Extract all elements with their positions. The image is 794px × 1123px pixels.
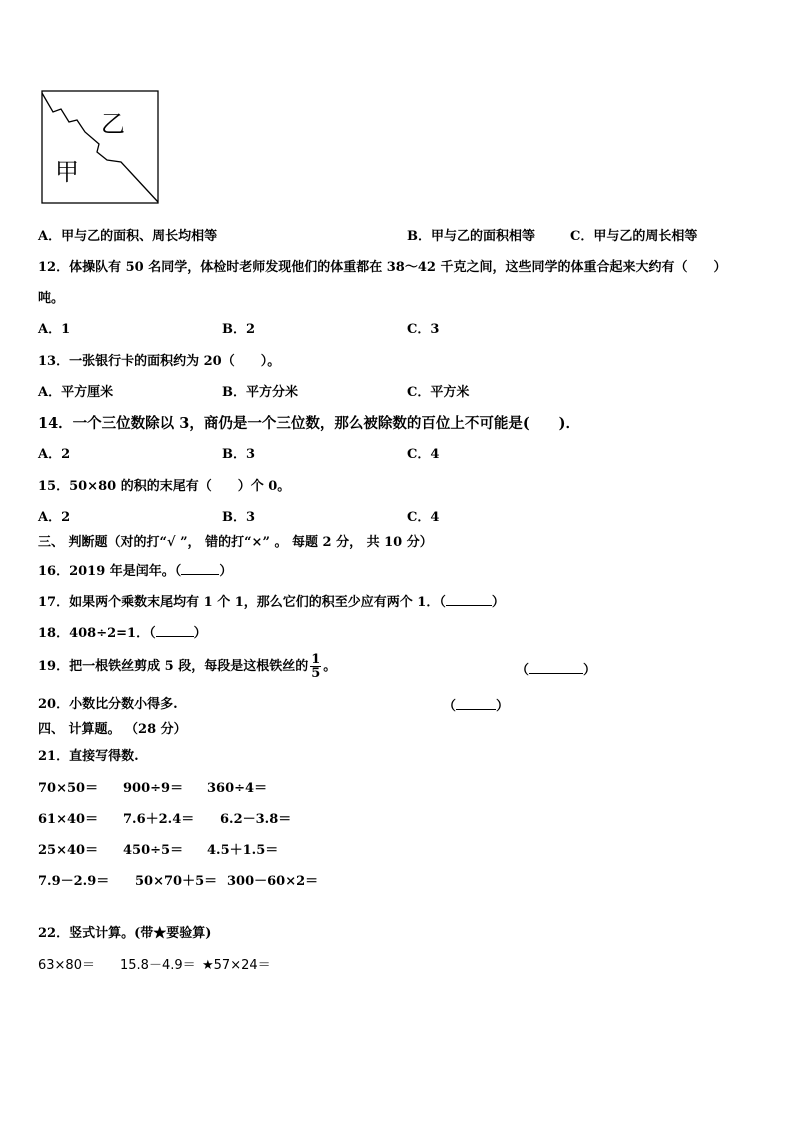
- q20-open: （: [443, 699, 457, 714]
- q12-option-b[interactable]: B．2: [222, 322, 256, 337]
- q21-row-2-col-3: 6.2－3.8＝: [220, 812, 292, 827]
- q21-row-1-col-1: 70×50＝: [38, 781, 99, 796]
- q21-row-2-col-2: 7.6＋2.4＝: [123, 812, 195, 827]
- q19-answer: [516, 661, 596, 679]
- q22-item-2: 15.8－4.9＝: [120, 958, 196, 973]
- q21-row-4-col-1: 7.9－2.9＝: [38, 874, 110, 889]
- section-4-heading: 四、 计算题。 （28 分）: [38, 722, 187, 737]
- q21-row-3-col-1: 25×40＝: [38, 843, 99, 858]
- q16-answer-blank[interactable]: [181, 562, 219, 575]
- q22-item-1: 63×80＝: [38, 958, 95, 973]
- q15-option-c[interactable]: C．4: [407, 510, 440, 525]
- q14-option-c[interactable]: C．4: [407, 447, 440, 462]
- q19-text: 19．把一根铁丝剪成 5 段，每段是这根铁丝的: [38, 659, 309, 674]
- q21-row-3-col-2: 450÷5＝: [123, 843, 184, 858]
- q20-answer: [443, 697, 509, 715]
- q14-option-a[interactable]: A．2: [38, 447, 71, 462]
- area-figure: [41, 90, 161, 205]
- q21-title: 21．直接写得数.: [38, 749, 139, 764]
- q16-text: 16．2019 年是闰年。（: [38, 564, 182, 579]
- q13-option-b[interactable]: B．平方分米: [222, 385, 298, 400]
- q19-end: 。: [323, 659, 337, 674]
- q21-row-1-col-2: 900÷9＝: [123, 781, 184, 796]
- section-3-heading: 三、 判断题（对的打“√ ”， 错的打“×” 。 每题 2 分， 共 10 分）: [38, 535, 433, 550]
- q15-option-a[interactable]: A．2: [38, 510, 71, 525]
- q17-text: 17．如果两个乘数末尾均有 1 个 1，那么它们的积至少应有两个 1．（: [38, 595, 446, 610]
- q12-question-cont: 吨。: [38, 291, 65, 306]
- q14-question: 14．一个三位数除以 3，商仍是一个三位数，那么被除数的百位上不可能是( )．: [38, 415, 581, 432]
- q15-option-b[interactable]: B．3: [222, 510, 256, 525]
- q18-question: [38, 624, 207, 642]
- q13-question: 13．一张银行卡的面积约为 20（ ）。: [38, 354, 281, 369]
- q21-row-4-col-2: 50×70＋5＝: [135, 874, 218, 889]
- q16-question: [38, 562, 232, 580]
- q19-open: （: [516, 663, 530, 678]
- q16-close: ）: [219, 564, 233, 579]
- q11-option-c[interactable]: C．甲与乙的周长相等: [570, 229, 698, 244]
- q18-text: 18．408÷2=1．（: [38, 626, 156, 641]
- q17-close: ）: [491, 595, 505, 610]
- q20-close: ）: [496, 699, 510, 714]
- q19-close: ）: [583, 663, 597, 678]
- q18-close: ）: [193, 626, 207, 641]
- q20-answer-blank[interactable]: [456, 697, 496, 710]
- q14-option-b[interactable]: B．3: [222, 447, 256, 462]
- q19-fraction-denominator: 5: [311, 666, 321, 681]
- q18-answer-blank[interactable]: [156, 624, 194, 637]
- q20-question: 20．小数比分数小得多.: [38, 697, 178, 712]
- label-jia: 甲: [55, 158, 79, 186]
- q17-question: [38, 593, 505, 611]
- q17-answer-blank[interactable]: [446, 593, 492, 606]
- q19-fraction: [310, 653, 321, 680]
- q15-question: 15．50×80 的积的末尾有（ ）个 0。: [38, 479, 291, 494]
- q12-option-c[interactable]: C．3: [407, 322, 440, 337]
- q21-row-1-col-3: 360÷4＝: [207, 781, 268, 796]
- q12-option-a[interactable]: A．1: [38, 322, 71, 337]
- q12-question: 12．体操队有 50 名同学，体检时老师发现他们的体重都在 38～42 千克之间，这些同学的体重合起来大约有（ ）: [38, 260, 727, 275]
- q21-row-3-col-3: 4.5＋1.5＝: [207, 843, 279, 858]
- q22-title: 22．竖式计算。(带★要验算): [38, 926, 212, 941]
- q11-option-b[interactable]: B．甲与乙的面积相等: [407, 229, 535, 244]
- q19-answer-blank[interactable]: [529, 661, 583, 674]
- q11-option-a[interactable]: A．甲与乙的面积、周长均相等: [38, 229, 218, 244]
- q22-item-3: ★57×24＝: [202, 958, 271, 973]
- q19-fraction-numerator: 1: [311, 652, 321, 667]
- q13-option-c[interactable]: C．平方米: [407, 385, 470, 400]
- q21-row-2-col-1: 61×40＝: [38, 812, 99, 827]
- q13-option-a[interactable]: A．平方厘米: [38, 385, 114, 400]
- figure-square: [42, 91, 158, 203]
- q21-row-4-col-3: 300－60×2＝: [227, 874, 319, 889]
- label-yi: 乙: [101, 110, 125, 138]
- q19-question: [38, 652, 336, 682]
